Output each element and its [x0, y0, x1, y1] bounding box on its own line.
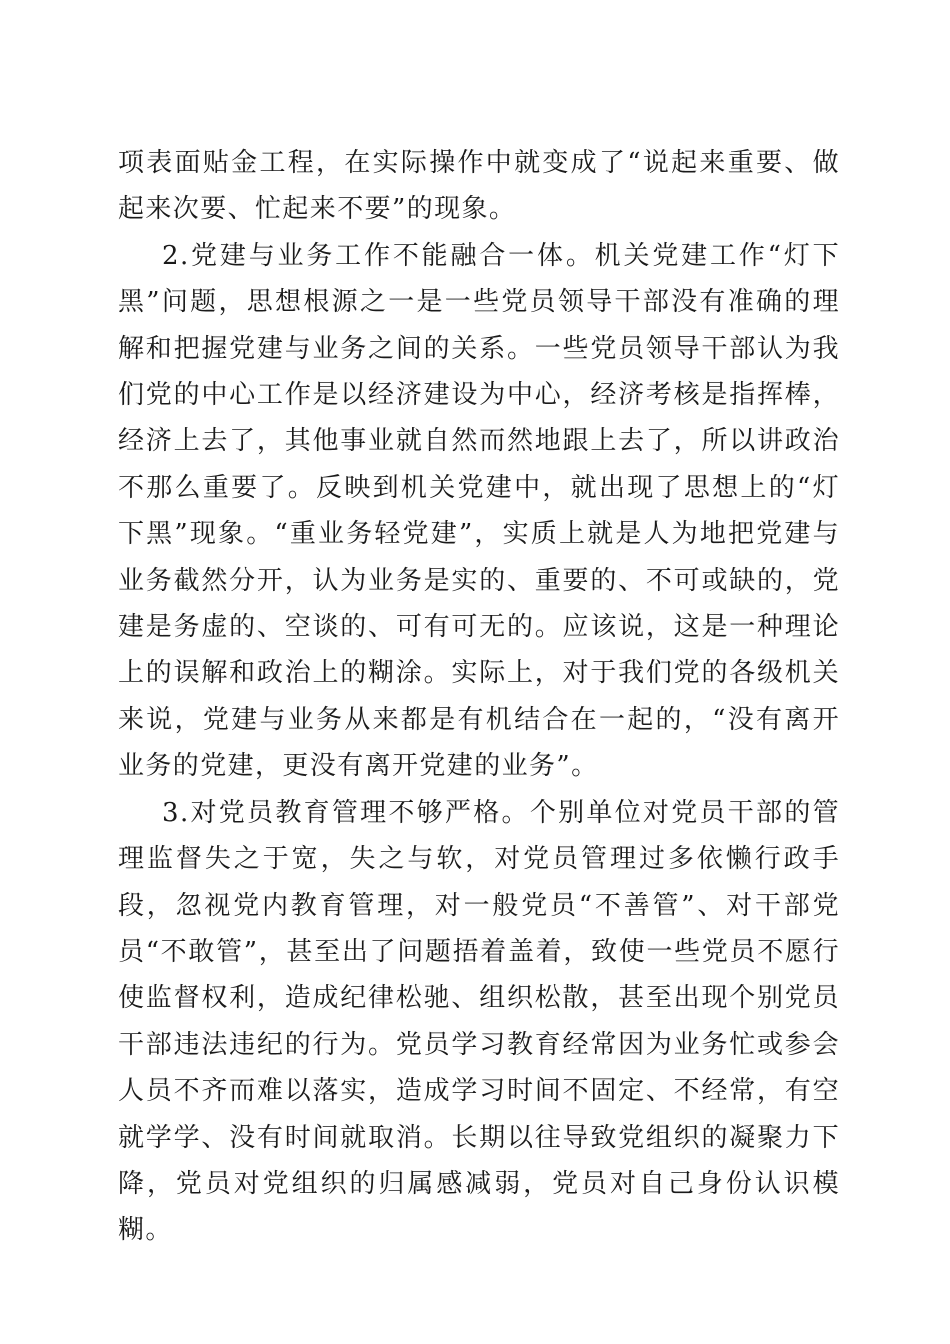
paragraph-point-2: 2.党建与业务工作不能融合一体。机关党建工作“灯下黑”问题，思想根源之一是一些党员领导干部没有准确的理解和把握党建与业务之间的关系。一些党员领导干部认为我们党的中心工作是以经济建设为中心，经济考核是指挥棒，经济上去了，其他事业就自然而然地跟上去了，所以讲政治不那么重要了。反映到机关党建中，就出现了思想上的“灯下黑”现象。“重业务轻党建”，实质上就是人为地把党建与业务截然分开，认为业务是实的、重要的、不可或缺的，党建是务虚的、空谈的、可有可无的。应该说，这是一种理论上的误解和政治上的糊涂。实际上，对于我们党的各级机关来说，党建与业务从来都是有机结合在一起的，“没有离开业务的党建，更没有离开党建的业务”。 — [118, 240, 840, 782]
paragraph-point-3: 3.对党员教育管理不够严格。个别单位对党员干部的管理监督失之于宽，失之与软，对党员管理过多依懒行政手段，忽视党内教育管理，对一般党员“不善管”、对干部党员“不敢管”，甚至出了问题捂着盖着，致使一些党员不愿行使监督权利，造成纪律松驰、组织松散，甚至出现个别党员干部违法违纪的行为。党员学习教育经常因为业务忙或参会人员不齐而难以落实，造成学习时间不固定、不经常，有空就学学、没有时间就取消。长期以往导致党组织的凝聚力下降，党员对党组织的归属感减弱，党员对自己身份认识模糊。 — [118, 797, 840, 1246]
document-body — [118, 140, 840, 1254]
paragraph-continuation: 项表面贴金工程，在实际操作中就变成了“说起来重要、做起来次要、忙起来不要”的现象。 — [118, 148, 840, 225]
